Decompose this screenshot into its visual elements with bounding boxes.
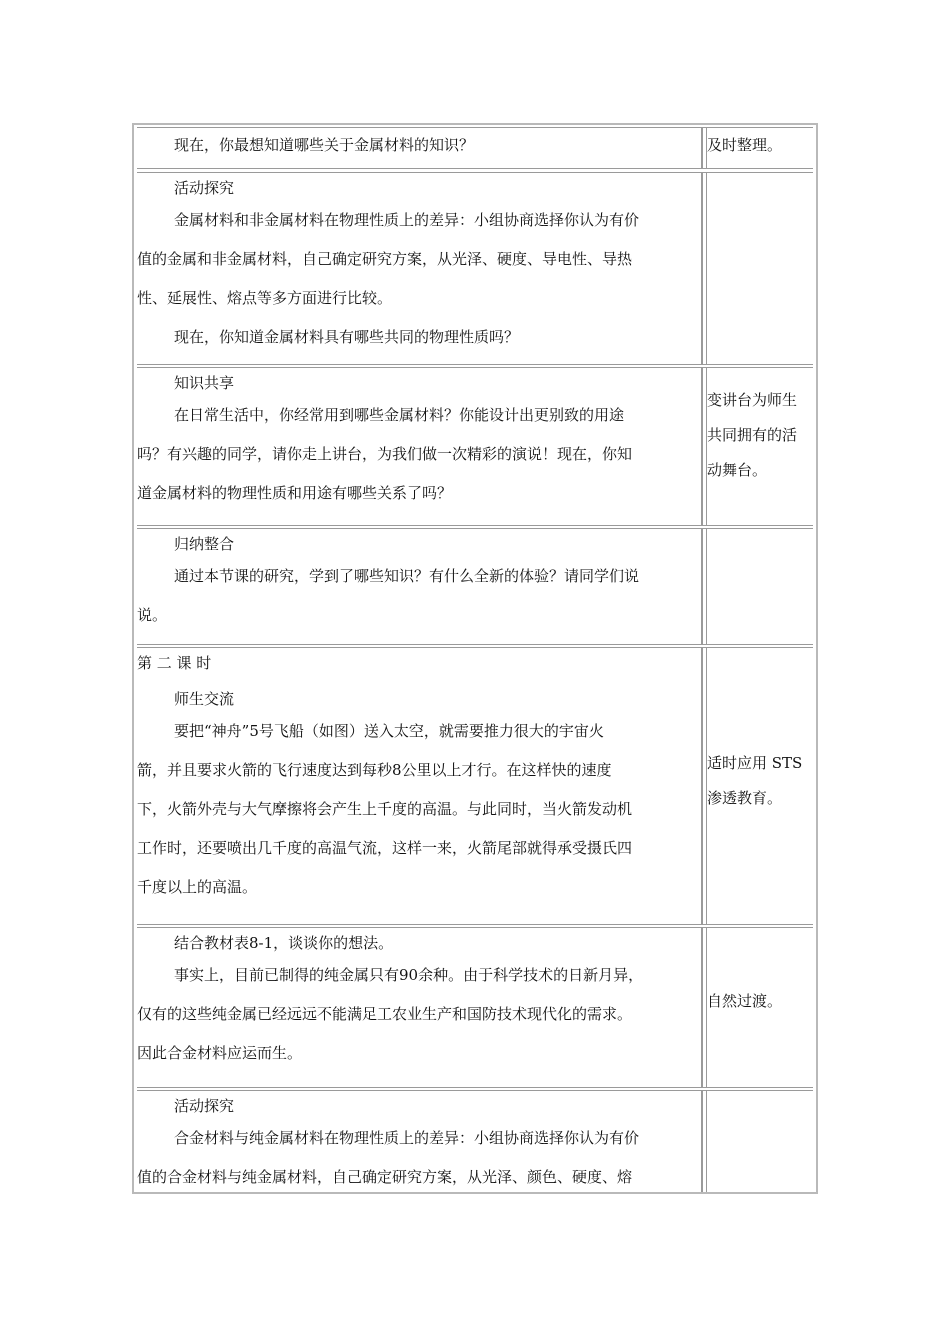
paragraph-line: 要把“神舟”5号飞船（如图）送入太空，就需要推力很大的宇宙火 <box>174 722 604 740</box>
table-row <box>137 647 813 925</box>
table-row <box>137 927 813 1088</box>
paragraph-line: 结合教材表8-1，谈谈你的想法。 <box>174 934 394 952</box>
paragraph-line: 下，火箭外壳与大气摩擦将会产生上千度的高温。与此同时，当火箭发动机 <box>137 800 633 818</box>
section-heading: 知识共享 <box>174 374 235 392</box>
section-heading: 师生交流 <box>174 690 235 708</box>
note-cell <box>706 128 813 168</box>
note-text: 自然过渡。 <box>707 992 783 1010</box>
lesson-plan-table <box>132 123 818 1194</box>
paragraph-line: 值的合金材料与纯金属材料，自己确定研究方案，从光泽、颜色、硬度、熔 <box>137 1168 633 1186</box>
note-text: 变讲台为师生 <box>707 391 798 409</box>
paragraph-line: 在日常生活中，你经常用到哪些金属材料？你能设计出更别致的用途 <box>174 406 625 424</box>
table-row <box>137 367 813 526</box>
note-cell <box>706 928 813 1087</box>
lesson-title: 第 二 课 时 <box>137 654 212 672</box>
content-cell <box>137 529 703 644</box>
table-row <box>137 528 813 645</box>
note-text: 渗透教育。 <box>707 789 783 807</box>
note-text: 动舞台。 <box>707 461 768 479</box>
content-cell <box>137 648 703 924</box>
note-text: 共同拥有的活 <box>707 426 798 444</box>
note-cell <box>706 648 813 924</box>
paragraph-line: 吗？有兴趣的同学，请你走上讲台，为我们做一次精彩的演说！现在，你知 <box>137 445 633 463</box>
section-heading: 活动探究 <box>174 1097 235 1115</box>
paragraph-line: 千度以上的高温。 <box>137 878 258 896</box>
content-cell <box>137 173 703 364</box>
paragraph-line: 现在，你知道金属材料具有哪些共同的物理性质吗？ <box>174 328 520 346</box>
paragraph-line: 金属材料和非金属材料在物理性质上的差异：小组协商选择你认为有价 <box>174 211 640 229</box>
paragraph-line: 合金材料与纯金属材料在物理性质上的差异：小组协商选择你认为有价 <box>174 1129 640 1147</box>
table-row <box>137 1090 813 1192</box>
note-cell <box>706 529 813 644</box>
note-cell <box>706 1091 813 1192</box>
note-cell <box>706 368 813 525</box>
paragraph-line: 说。 <box>137 606 168 624</box>
paragraph-line: 工作时，还要喷出几千度的高温气流，这样一来，火箭尾部就得承受摄氏四 <box>137 839 633 857</box>
paragraph-line: 仅有的这些纯金属已经远远不能满足工农业生产和国防技术现代化的需求。 <box>137 1005 633 1023</box>
note-text: 适时应用 STS <box>707 754 803 772</box>
content-cell <box>137 1091 703 1192</box>
paragraph-line: 道金属材料的物理性质和用途有哪些关系了吗？ <box>137 484 453 502</box>
section-heading: 活动探究 <box>174 179 235 197</box>
table-row <box>137 127 813 169</box>
paragraph-line: 性、延展性、熔点等多方面进行比较。 <box>137 289 393 307</box>
note-cell <box>706 173 813 364</box>
content-cell <box>137 928 703 1087</box>
section-heading: 归纳整合 <box>174 535 235 553</box>
paragraph-line: 通过本节课的研究，学到了哪些知识？有什么全新的体验？请同学们说 <box>174 567 640 585</box>
table-row <box>137 172 813 365</box>
paragraph-line: 值的金属和非金属材料，自己确定研究方案，从光泽、硬度、导电性、导热 <box>137 250 633 268</box>
paragraph-line: 因此合金材料应运而生。 <box>137 1044 303 1062</box>
paragraph-line: 箭，并且要求火箭的飞行速度达到每秒8公里以上才行。在这样快的速度 <box>137 761 612 779</box>
paragraph: 现在，你最想知道哪些关于金属材料的知识？ <box>174 136 475 154</box>
paragraph-line: 事实上，目前已制得的纯金属只有90余种。由于科学技术的日新月异， <box>174 966 644 984</box>
note-text: 及时整理。 <box>707 136 783 154</box>
content-cell <box>137 368 703 525</box>
content-cell <box>137 128 703 168</box>
